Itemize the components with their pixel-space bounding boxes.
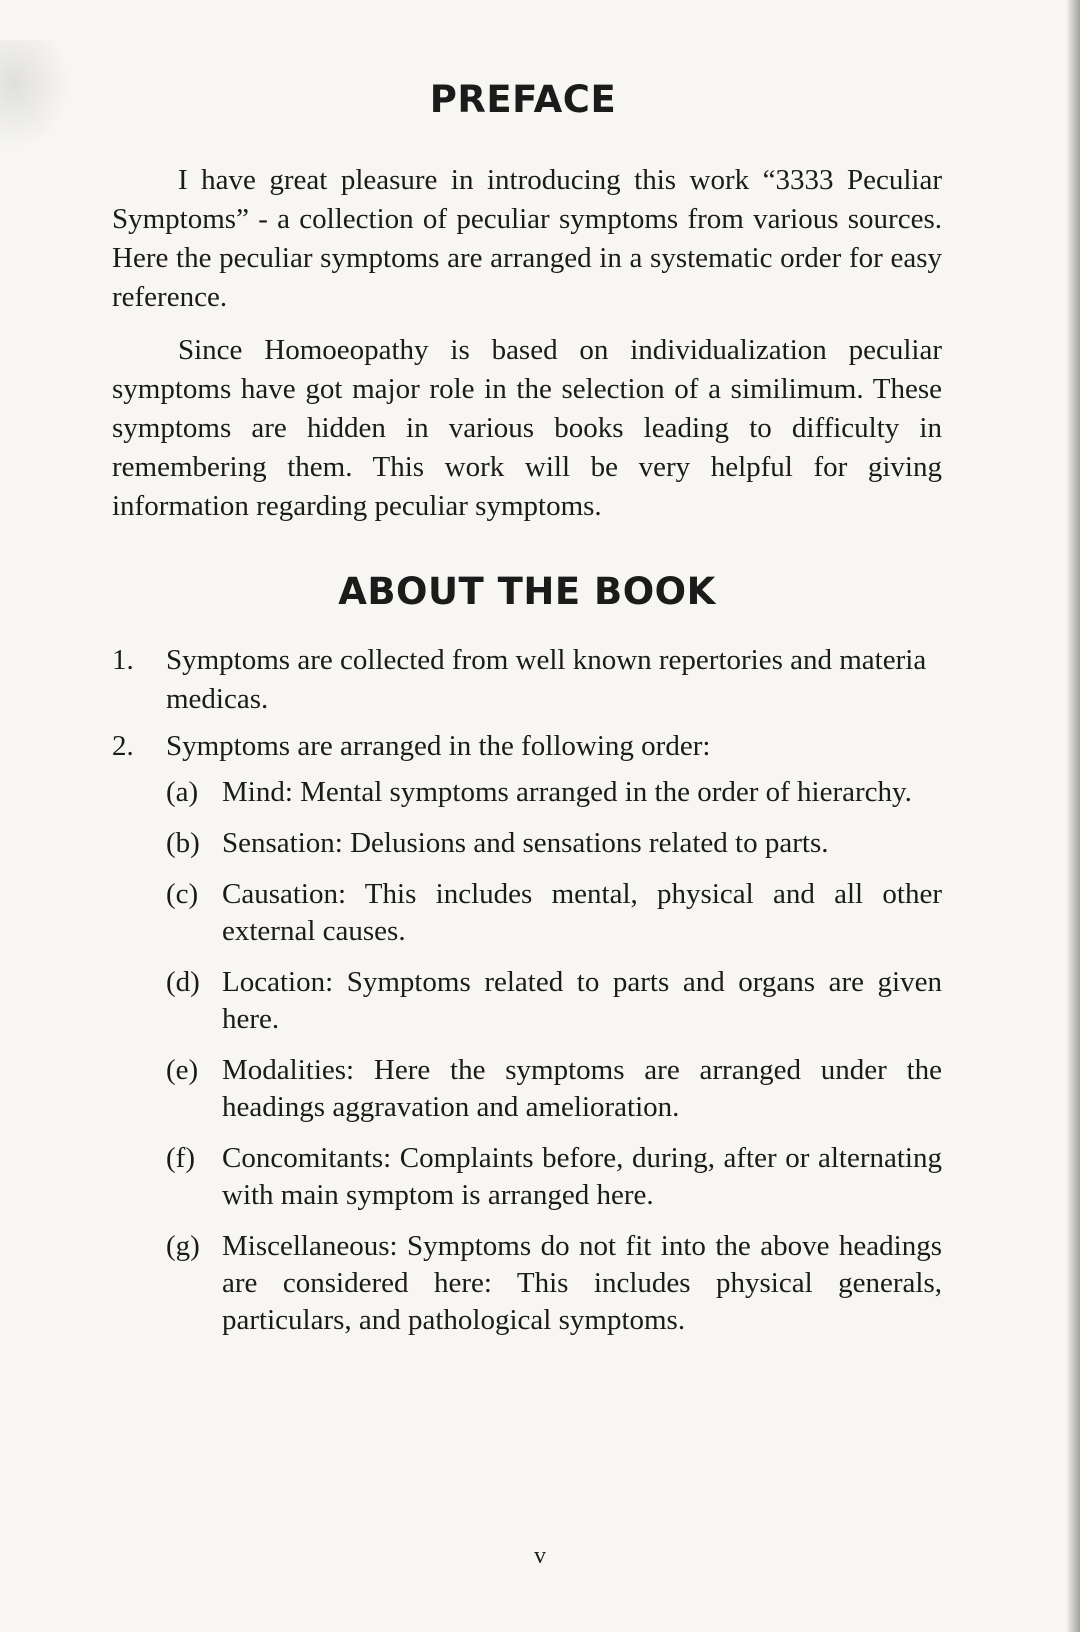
sub-item-text: Miscellaneous: Symptoms do not fit into the above headings are considered here: This includes physical generals, particulars, and pathological symptoms. — [222, 1230, 942, 1336]
preface-heading: PREFACE — [429, 78, 617, 121]
list-item-number: 2. — [112, 730, 134, 762]
sub-item-g — [166, 1228, 942, 1339]
list-item-number: 1. — [112, 644, 134, 676]
sub-item-d — [166, 964, 942, 1038]
sub-item-letter: (c) — [166, 878, 199, 910]
sub-item-a — [166, 774, 942, 811]
page-speckle — [0, 40, 70, 150]
about-heading: ABOUT THE BOOK — [338, 570, 716, 613]
sub-item-e — [166, 1052, 942, 1126]
preface-paragraph-2: Since Homoeopathy is based on individualization peculiar symptoms have got major role in the selection of a similimum. These symptoms are hidden in various books leading to difficulty in remembering them. This work will be very helpful for giving information regarding peculiar symptoms. — [112, 334, 942, 522]
page-content — [112, 78, 942, 1353]
sub-item-letter: (e) — [166, 1054, 199, 1086]
sub-item-text: Modalities: Here the symptoms are arranged under the headings aggravation and amelioration. — [222, 1054, 942, 1123]
list-item-text: Symptoms are arranged in the following order: — [166, 730, 711, 762]
sub-item-letter: (d) — [166, 966, 200, 998]
sub-item-text: Causation: This includes mental, physical and all other external causes. — [222, 878, 942, 947]
page-edge-shadow — [1066, 0, 1080, 1632]
sub-item-letter: (b) — [166, 827, 200, 859]
list-item-1 — [112, 641, 942, 719]
page-number: v — [534, 1543, 546, 1569]
about-list — [112, 641, 942, 1339]
sub-list — [166, 774, 942, 1339]
sub-item-c — [166, 876, 942, 950]
sub-item-text: Sensation: Delusions and sensations related to parts. — [222, 827, 829, 859]
sub-item-text: Location: Symptoms related to parts and organs are given here. — [222, 966, 942, 1035]
preface-paragraph-1: I have great pleasure in introducing this work “3333 Peculiar Symptoms” - a collection of peculiar symptoms from various sources. Here the peculiar symptoms are arranged in a systematic order for easy reference. — [112, 164, 942, 313]
sub-item-b — [166, 825, 942, 862]
sub-item-text: Mind: Mental symptoms arranged in the order of hierarchy. — [222, 776, 912, 808]
sub-item-letter: (a) — [166, 776, 199, 808]
list-item-text: Symptoms are collected from well known repertories and materia medicas. — [166, 644, 927, 715]
sub-item-f — [166, 1140, 942, 1214]
sub-item-letter: (g) — [166, 1230, 200, 1262]
list-item-2 — [112, 727, 942, 1339]
sub-item-letter: (f) — [166, 1142, 195, 1174]
sub-item-text: Concomitants: Complaints before, during, after or alternating with main symptom is arranged here. — [222, 1142, 942, 1211]
